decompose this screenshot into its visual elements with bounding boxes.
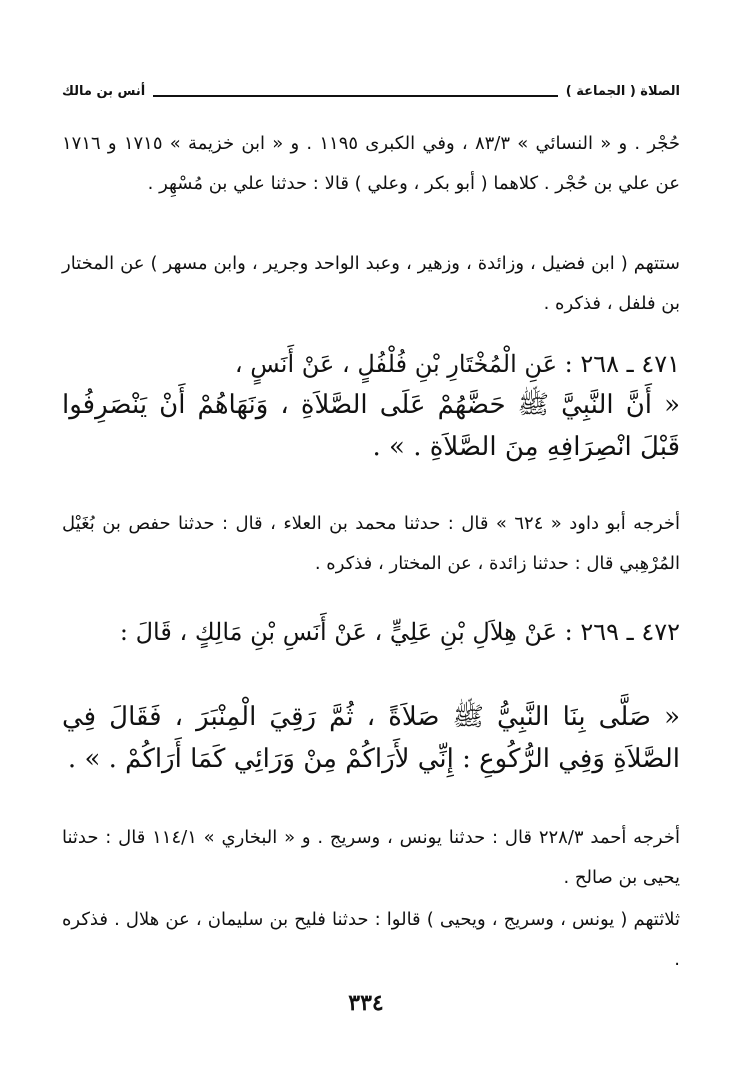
footnote-paragraph-2: ستتهم ( ابن فضيل ، وزائدة ، وزهير ، وعبد الواحد وجرير ، وابن مسهر ) عن المختار بن فلفل ، فذكره . <box>62 253 680 314</box>
footnote-paragraph-1: حُجْر . و « النسائي » ٨٣/٣ ، وفي الكبرى ١١٩٥ . و « ابن خزيمة » ١٧١٥ و ١٧١٦ عن علي بن حُجْر . كلاهما ( أبو بكر ، وعلي ) قالا : حدثنا علي بن مُسْهِر . <box>62 133 681 194</box>
hadith-472-text: « صَلَّى بِنَا النَّبِيُّ ﷺ صَلاَةً ، ثُمَّ رَقِيَ الْمِنْبَرَ ، فَقَالَ فِي الصَّلاَةِ وَفِي الرُّكُوعِ : إِنِّي لأَرَاكُمْ مِنْ وَرَائِي كَمَا أَرَاكُمْ . » . <box>62 702 680 774</box>
header-rule <box>153 95 558 97</box>
header-section: الصلاة ( الجماعة ) <box>565 84 680 99</box>
header-narrator: أنس بن مالك <box>62 84 146 99</box>
hadith-472-heading: ٤٧٢ ـ ٢٦٩ : عَنْ هِلاَلِ بْنِ عَلِيٍّ ، عَنْ أَنَسِ بْنِ مَالِكٍ ، قَالَ : <box>119 618 680 646</box>
footnote-paragraph-5: ثلاثتهم ( يونس ، وسريج ، ويحيى ) قالوا : حدثنا فليح بن سليمان ، عن هلال . فذكره . <box>62 909 680 970</box>
hadith-471-text: « أَنَّ النَّبِيَّ ﷺ حَضَّهُمْ عَلَى الصَّلاَةِ ، وَنَهَاهُمْ أَنْ يَنْصَرِفُوا قَبْلَ انْصِرَافِهِ مِنَ الصَّلاَةِ . » . <box>62 390 680 462</box>
footnote-paragraph-3: أخرجه أبو داود « ٦٢٤ » قال : حدثنا محمد بن العلاء ، قال : حدثنا حفص بن بُغَيْل المُرْهِبي قال : حدثنا زائدة ، عن المختار ، فذكره . <box>62 513 681 574</box>
hadith-471-heading: ٤٧١ ـ ٢٦٨ : عَنِ الْمُخْتَارِ بْنِ فُلْفُلٍ ، عَنْ أَنَسٍ ، <box>234 350 680 378</box>
footnote-paragraph-4: أخرجه أحمد ٢٢٨/٣ قال : حدثنا يونس ، وسريج . و « البخاري » ١١٤/١ قال : حدثنا يحيى بن صالح . <box>62 827 680 888</box>
running-header <box>62 84 680 99</box>
page-number: ٣٣٤ <box>348 990 384 1016</box>
